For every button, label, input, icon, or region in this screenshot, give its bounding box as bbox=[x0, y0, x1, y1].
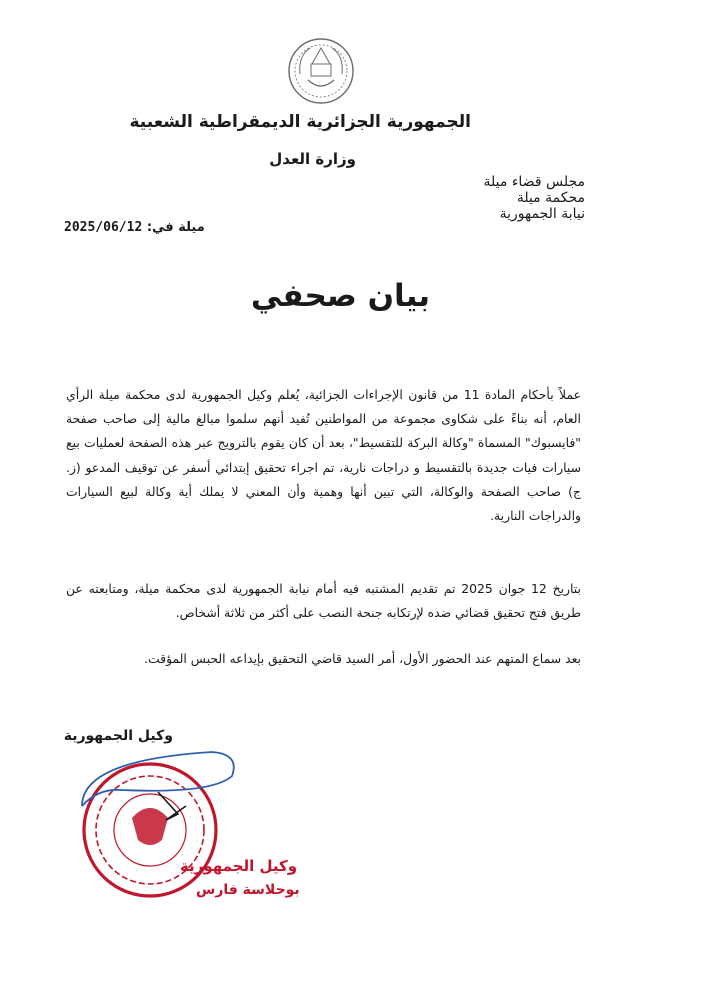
republic-title: الجمهورية الجزائرية الديمقراطية الشعبية bbox=[129, 112, 471, 132]
date-value: 2025/06/12 bbox=[64, 220, 143, 235]
body-paragraph: بتاريخ 12 جوان 2025 تم تقديم المشتبه فيه أمام نيابة الجمهورية لدى محكمة ميلة، ومتابعته عن طريق فتح تحقيق قضائي ضده لإرتكابه جنحة النصب على أكثر من ثلاثة أشخاص. bbox=[66, 581, 581, 621]
state-emblem bbox=[286, 34, 356, 110]
body-paragraph: بعد سماع المتهم عند الحضور الأول، أمر السيد قاضي التحقيق بإيداعه الحبس المؤقت. bbox=[144, 651, 581, 666]
court-line: نيابة الجمهورية bbox=[499, 206, 585, 222]
date-line bbox=[64, 220, 205, 235]
official-seal bbox=[62, 748, 307, 900]
court-line: محكمة ميلة bbox=[516, 190, 585, 206]
date-label: ميلة في: bbox=[146, 220, 205, 235]
body-paragraph: عملاً بأحكام المادة 11 من قانون الإجراءات الجزائية، يُعلم وكيل الجمهورية لدى محكمة ميلة الرأي العام، أنه بناءً على شكاوى مجموعة من المواطنين تُفيد أنهم سلموا مبالغ مالية إلى صاحب صفحة "فايسبوك" المسماة "وكالة البركة للتقسيط"، بعد أن كان يقوم بالترويج عبر هذه الصفحة لعمليات بيع سيارات فيات جديدة بالتقسيط و دراجات نارية، تم اجراء تحقيق إبتدائي أسفر عن توقيف المدعو (ز. ج) صاحب الصفحة والوكالة، التي تبين أنها وهمية وأن المعني لا يملك أية وكالة لبيع السيارات والدراجات النارية. bbox=[66, 387, 581, 524]
signer-title: وكيل الجمهورية bbox=[63, 728, 173, 744]
stamp-title: وكيل الجمهورية bbox=[180, 857, 298, 875]
court-block bbox=[484, 174, 585, 222]
seal-icon bbox=[62, 748, 307, 900]
stamp-name: بوحلاسة فارس bbox=[196, 882, 300, 898]
ministry-title: وزارة العدل bbox=[269, 150, 356, 168]
emblem-icon bbox=[286, 34, 356, 110]
court-line: مجلس قضاء ميلة bbox=[483, 174, 585, 190]
page-title: بيان صحفي bbox=[250, 278, 430, 314]
